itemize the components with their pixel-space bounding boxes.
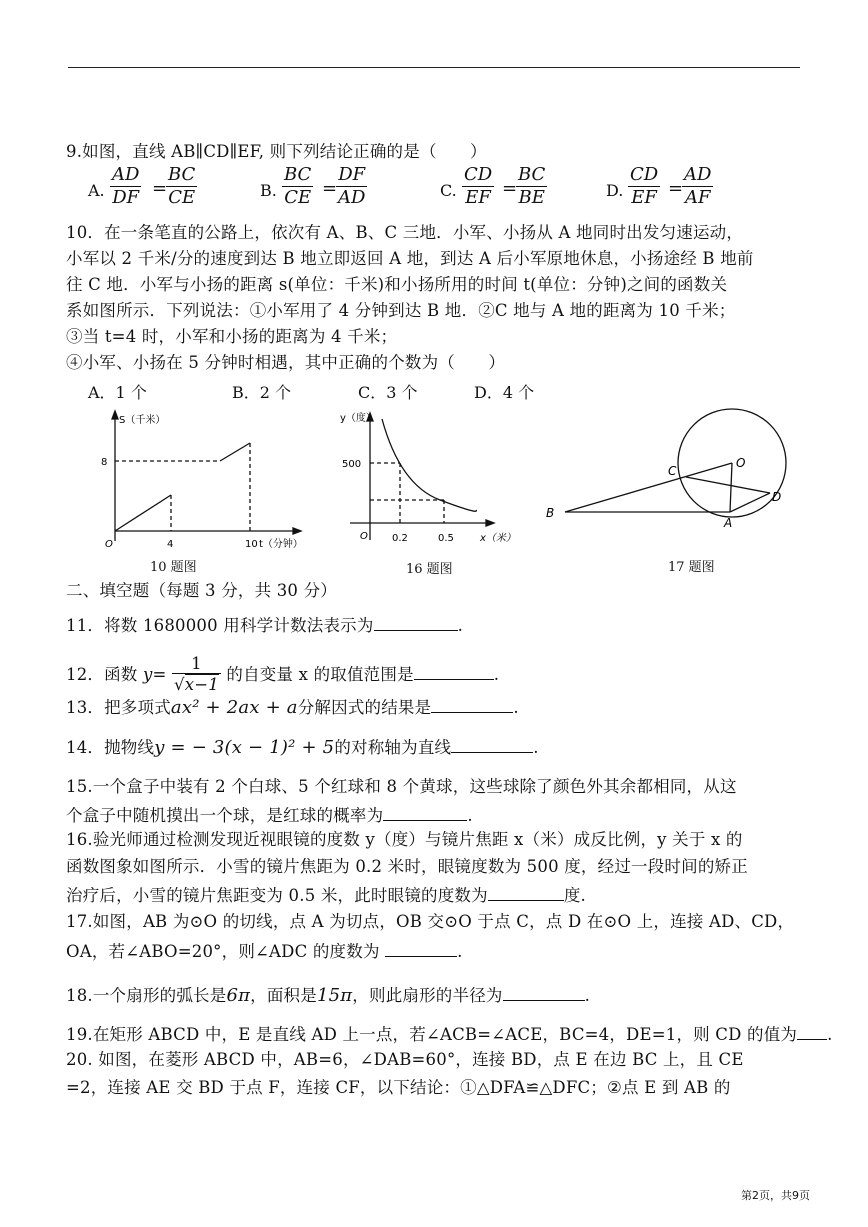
point-o-label: O xyxy=(736,456,746,470)
q15-line-2: 个盒子中随机摸出一个球，是红球的概率为 . xyxy=(66,802,473,827)
q12: 12．函数 y= $\frac{1}{√x-1}$ 的自变量 x 的取值范围是 . xyxy=(66,654,500,694)
q9-c-frac2: $\frac{BC}{BE}$ xyxy=(518,164,546,208)
graph-segment-2 xyxy=(220,443,250,461)
y-axis-arrow xyxy=(112,411,118,419)
q10-option-d: D．4 个 xyxy=(474,383,535,402)
figure-10-caption: 10 题图 xyxy=(150,560,197,575)
figure-16-caption: 16 题图 xyxy=(406,562,453,577)
page-footer: 第2页，共9页 xyxy=(741,1189,810,1202)
q9-option-d-label: D. xyxy=(606,181,624,200)
answer-blank xyxy=(374,612,458,631)
q9-a-frac2: $\frac{BC}{CE}$ xyxy=(168,164,196,208)
q13-expression: ax² + 2ax + a xyxy=(170,697,298,718)
q19: 19.在矩形 ABCD 中，E 是直线 AD 上一点，若∠ACB=∠ACE，BC=4，DE=1，则 CD 的值为 . xyxy=(66,1021,833,1046)
y-axis-label: S（千米） xyxy=(119,415,166,426)
equals-sign: = xyxy=(152,178,168,199)
q17-line-2: OA，若∠ABO=20°，则∠ADC 的度数为 . xyxy=(66,938,463,963)
q19-text: 19.在矩形 ABCD 中，E 是直线 AD 上一点，若∠ACB=∠ACE，BC=4，DE=1，则 CD 的值为 xyxy=(66,1025,798,1044)
q17-text: OA，若∠ABO=20°，则∠ADC 的度数为 xyxy=(66,942,380,961)
q14-post: 的对称轴为直线 xyxy=(334,738,452,757)
q18-area: 15π xyxy=(316,985,353,1006)
q11-text: 11．将数 1680000 用科学计数法表示为 xyxy=(66,616,374,635)
q10-line-3: 往 C 地．小军与小扬的距离 s(单位：千米)和小扬所用的时间 t(单位：分钟)之间的函数关 xyxy=(66,275,728,294)
q18-pre: 18.一个扇形的弧长是 xyxy=(66,986,227,1005)
x-tick-0.5: 0.5 xyxy=(438,533,454,544)
y-tick-8: 8 xyxy=(101,457,108,468)
q10-line-6: ④小军、小扬在 5 分钟时相遇，其中正确的个数为（ ） xyxy=(66,353,506,372)
q10-line-2: 小军以 2 千米/分的速度到达 B 地立即返回 A 地，到达 A 后小军原地休息，小扬途经 B 地前 xyxy=(66,249,754,268)
q9-a-frac1: $\frac{AD}{DF}$ xyxy=(112,164,140,208)
q14: 14．抛物线y = − 3(x − 1)² + 5的对称轴为直线 . xyxy=(66,734,539,759)
x-tick-10: 10 xyxy=(245,539,258,550)
q12-fraction xyxy=(172,655,221,696)
point-d-label: D xyxy=(772,490,782,504)
point-b-label: B xyxy=(546,506,555,520)
segment-bo xyxy=(565,463,732,512)
graph-segment-1 xyxy=(115,495,171,531)
y-axis-label: y（度） xyxy=(340,413,376,424)
q10-line-1: 10．在一条笔直的公路上，依次有 A、B、C 三地．小军、小扬从 A 地同时出发匀速运动， xyxy=(66,223,744,242)
q10-option-b: B．2 个 xyxy=(232,383,292,402)
q18-arc-length: 6π xyxy=(226,985,251,1006)
point-a-label: A xyxy=(724,516,733,530)
q9-option-b-label: B. xyxy=(260,181,277,200)
segment-cd xyxy=(686,477,770,493)
x-axis-label: t（分钟） xyxy=(259,539,303,550)
q10-line-5: ③当 t=4 时，小军和小扬的距离为 4 千米； xyxy=(66,327,398,346)
answer-blank xyxy=(451,734,533,753)
inverse-curve xyxy=(382,419,476,511)
q18-mid: ，面积是 xyxy=(250,986,317,1005)
q9-option-a-label: A. xyxy=(88,181,105,200)
q9-c-frac1: $\frac{CD}{EF}$ xyxy=(464,164,493,208)
q18-post: ，则此扇形的半径为 xyxy=(352,986,503,1005)
q12-radicand: x−1 xyxy=(184,675,219,694)
q14-pre: 14．抛物线 xyxy=(66,738,155,757)
figure-17 xyxy=(540,405,800,540)
y-tick-500: 500 xyxy=(342,459,362,470)
q12-post: 的自变量 x 的取值范围是 xyxy=(226,665,414,684)
q10-option-c: C．3 个 xyxy=(358,383,418,402)
x-axis-arrow xyxy=(486,520,494,526)
equals-sign: = xyxy=(502,178,518,199)
x-tick-4: 4 xyxy=(167,539,174,550)
q16-unit: 度. xyxy=(563,886,586,905)
q17-line-1: 17.如图，AB 为⊙O 的切线，点 A 为切点，OB 交⊙O 于点 C，点 D 在⊙O 上，连接 AD、CD， xyxy=(66,912,795,931)
q13: 13．把多项式ax² + 2ax + a分解因式的结果是 . xyxy=(66,694,519,719)
q9-b-frac2: $\frac{DF}{AD}$ xyxy=(338,164,366,208)
q20-line-1: 20. 如图，在菱形 ABCD 中，AB=6，∠DAB=60°，连接 BD，点 E 在边 BC 上，且 CE xyxy=(66,1050,744,1069)
figure-16 xyxy=(340,405,520,550)
q10-option-a: A．1 个 xyxy=(88,383,147,402)
q9-option-c-label: C. xyxy=(440,181,457,200)
q10-line-4: 系如图所示．下列说法：①小军用了 4 分钟到达 B 地．②C 地与 A 地的距离为 10 千米； xyxy=(66,301,736,320)
q11: 11．将数 1680000 用科学计数法表示为 . xyxy=(66,612,463,637)
q16-line-1: 16.验光师通过检测发现近视眼镜的度数 y（度）与镜片焦距 x（米）成反比例，y 关于 x 的 xyxy=(66,830,743,849)
answer-blank xyxy=(488,882,564,901)
segment-oa xyxy=(730,463,732,512)
x-axis-label: x（米） xyxy=(480,533,516,544)
origin-label: O xyxy=(360,531,368,542)
equals-sign: = xyxy=(668,178,684,199)
segment-ad xyxy=(730,493,770,512)
q13-pre: 13．把多项式 xyxy=(66,698,171,717)
answer-blank xyxy=(383,802,467,821)
point-c-label: C xyxy=(668,464,677,478)
q16-text: 治疗后，小雪的镜片焦距变为 0.5 米，此时眼镜的度数为 xyxy=(66,886,488,905)
q13-post: 分解因式的结果是 xyxy=(297,698,432,717)
q15-line-1: 15.一个盒子中装有 2 个白球、5 个红球和 8 个黄球，这些球除了颜色外其余都相同，从这 xyxy=(66,777,737,796)
q16-line-3 xyxy=(66,882,586,907)
q18: 18.一个扇形的弧长是6π，面积是15π，则此扇形的半径为 . xyxy=(66,982,590,1007)
q16-line-2: 函数图象如图所示．小雪的镜片焦距为 0.2 米时，眼镜度数为 500 度，经过一段时间的矫正 xyxy=(66,857,748,876)
q12-y: y xyxy=(142,665,153,684)
answer-blank xyxy=(431,694,513,713)
answer-blank xyxy=(385,938,457,957)
q12-numerator: 1 xyxy=(172,655,221,674)
q9-d-frac2: $\frac{AD}{AF}$ xyxy=(684,164,712,208)
x-axis-arrow xyxy=(293,528,301,534)
header-rule xyxy=(68,67,800,68)
answer-blank xyxy=(797,1021,827,1040)
section-2-heading: 二、填空题（每题 3 分，共 30 分） xyxy=(66,581,337,600)
q9-b-frac1: $\frac{BC}{CE}$ xyxy=(284,164,312,208)
answer-blank xyxy=(414,661,494,680)
sqrt-icon: √ xyxy=(173,675,185,694)
equals-sign: = xyxy=(322,178,338,199)
q20-line-2: =2，连接 AE 交 BD 于点 F，连接 CF，以下结论：①△DFA≌△DFC；②点 E 到 AB 的 xyxy=(66,1078,731,1097)
origin-label: O xyxy=(105,539,113,550)
q12-pre: 12．函数 xyxy=(66,665,138,684)
q15-text: 个盒子中随机摸出一个球，是红球的概率为 xyxy=(66,806,384,825)
figure-10 xyxy=(95,405,325,555)
figure-17-caption: 17 题图 xyxy=(668,560,715,575)
q9-stem: 9.如图，直线 AB∥CD∥EF, 则下列结论正确的是（ ） xyxy=(66,142,487,161)
x-tick-0.2: 0.2 xyxy=(392,533,408,544)
q14-expression: y = − 3(x − 1)² + 5 xyxy=(154,737,335,758)
answer-blank xyxy=(503,982,585,1001)
q9-d-frac1: $\frac{CD}{EF}$ xyxy=(630,164,659,208)
